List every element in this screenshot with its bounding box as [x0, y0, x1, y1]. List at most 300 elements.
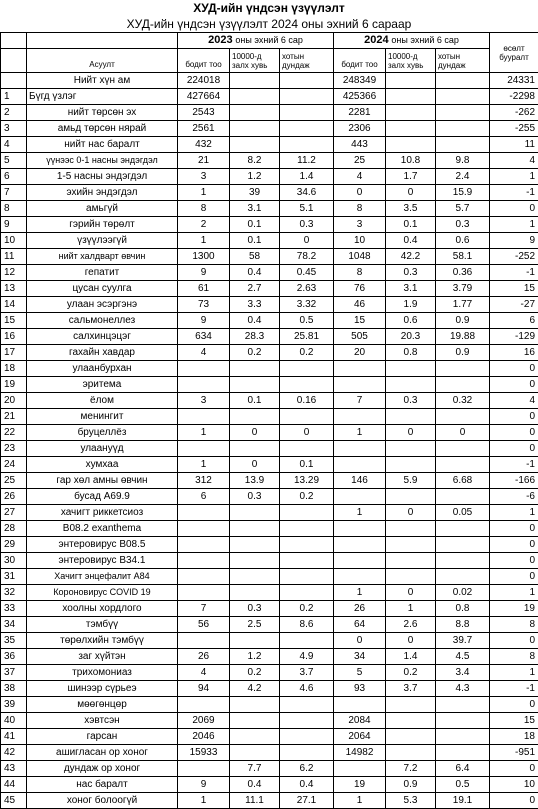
row-index: 21 [1, 409, 27, 425]
count-2024: 34 [334, 649, 386, 665]
rate-2023: 7.7 [230, 761, 280, 777]
city-avg-2023 [280, 73, 334, 89]
count-2023 [178, 521, 230, 537]
row-name: энтеровирус B34.1 [27, 553, 178, 569]
rate-2023 [230, 697, 280, 713]
city-avg-2024 [436, 697, 490, 713]
row-name: Хачигт энцефалит A84 [27, 569, 178, 585]
count-2023: 3 [178, 393, 230, 409]
count-2023: 1 [178, 793, 230, 809]
table-row [1, 409, 538, 425]
table-row [1, 777, 538, 793]
change: 0 [490, 761, 538, 777]
row-name: Нийт хүн ам [27, 73, 178, 89]
city-avg-2023 [280, 633, 334, 649]
row-name: ашигласан ор хоног [27, 745, 178, 761]
count-2024 [334, 441, 386, 457]
change: 1 [490, 169, 538, 185]
change: -1 [490, 185, 538, 201]
city-avg-2024 [436, 105, 490, 121]
rate-2024: 0.8 [386, 345, 436, 361]
header-blank [1, 33, 27, 49]
change: -951 [490, 745, 538, 761]
row-name: ёлом [27, 393, 178, 409]
change: 0 [490, 537, 538, 553]
rate-2023: 0 [230, 425, 280, 441]
row-index: 31 [1, 569, 27, 585]
row-index: 9 [1, 217, 27, 233]
change: 9 [490, 233, 538, 249]
row-index: 4 [1, 137, 27, 153]
row-index: 34 [1, 617, 27, 633]
change: 0 [490, 441, 538, 457]
rate-2023: 2.7 [230, 281, 280, 297]
count-2024: 7 [334, 393, 386, 409]
change: 1 [490, 505, 538, 521]
row-index: 8 [1, 201, 27, 217]
city-avg-2023 [280, 729, 334, 745]
rate-2024: 0.1 [386, 217, 436, 233]
table-row [1, 585, 538, 601]
city-avg-2024 [436, 745, 490, 761]
count-2024: 505 [334, 329, 386, 345]
count-2024: 4 [334, 169, 386, 185]
header-city-2024: хотын дундаж [436, 49, 490, 73]
rate-2024 [386, 457, 436, 473]
count-2023: 432 [178, 137, 230, 153]
row-index: 16 [1, 329, 27, 345]
table-row [1, 73, 538, 89]
rate-2023 [230, 409, 280, 425]
city-avg-2023 [280, 713, 334, 729]
city-avg-2024 [436, 409, 490, 425]
table-row [1, 521, 538, 537]
city-avg-2023 [280, 441, 334, 457]
rate-2024: 0 [386, 425, 436, 441]
row-name: амьд төрсөн нярай [27, 121, 178, 137]
header-2023: 2023 оны эхний 6 сар [178, 33, 334, 49]
header-row-columns [1, 49, 538, 73]
city-avg-2023: 27.1 [280, 793, 334, 809]
table-row [1, 473, 538, 489]
rate-2024: 20.3 [386, 329, 436, 345]
change: 1 [490, 217, 538, 233]
change: 4 [490, 153, 538, 169]
table-row [1, 169, 538, 185]
rate-2023: 4.2 [230, 681, 280, 697]
count-2023: 1 [178, 233, 230, 249]
header-diff: өсөлт бууралт [490, 33, 538, 73]
rate-2024: 7.2 [386, 761, 436, 777]
table-row [1, 393, 538, 409]
count-2023: 26 [178, 649, 230, 665]
row-name: хачигт риккетсиоз [27, 505, 178, 521]
table-row [1, 137, 538, 153]
table-row [1, 361, 538, 377]
rate-2023: 0.1 [230, 217, 280, 233]
rate-2024: 0.6 [386, 313, 436, 329]
table-row [1, 105, 538, 121]
rate-2023 [230, 377, 280, 393]
row-name: хумхаа [27, 457, 178, 473]
rate-2023: 0.1 [230, 233, 280, 249]
change: -27 [490, 297, 538, 313]
count-2023 [178, 761, 230, 777]
change: 16 [490, 345, 538, 361]
count-2023: 9 [178, 265, 230, 281]
city-avg-2024: 4.5 [436, 649, 490, 665]
city-avg-2023: 0.2 [280, 601, 334, 617]
rate-2023: 1.2 [230, 649, 280, 665]
city-avg-2024: 1.77 [436, 297, 490, 313]
count-2024: 25 [334, 153, 386, 169]
city-avg-2023: 0.4 [280, 777, 334, 793]
count-2024 [334, 489, 386, 505]
rate-2023: 0.4 [230, 777, 280, 793]
row-name: B08.2 exanthema [27, 521, 178, 537]
row-name: хэвтсэн [27, 713, 178, 729]
change: -1 [490, 265, 538, 281]
rate-2024: 2.6 [386, 617, 436, 633]
rate-2023: 0.4 [230, 313, 280, 329]
count-2023: 73 [178, 297, 230, 313]
rate-2023: 0 [230, 457, 280, 473]
count-2023: 2561 [178, 121, 230, 137]
rate-2023 [230, 89, 280, 105]
rate-2024: 0.9 [386, 777, 436, 793]
rate-2023: 0.4 [230, 265, 280, 281]
city-avg-2023 [280, 361, 334, 377]
rate-2024 [386, 697, 436, 713]
table-row [1, 345, 538, 361]
table-row [1, 185, 538, 201]
rate-2023 [230, 121, 280, 137]
header-city-2023: хотын дундаж [280, 49, 334, 73]
row-name: нийт нас баралт [27, 137, 178, 153]
row-name: гэрийн төрөлт [27, 217, 178, 233]
count-2024 [334, 697, 386, 713]
count-2024: 93 [334, 681, 386, 697]
count-2024: 1 [334, 425, 386, 441]
row-name: улаан эсэргэнэ [27, 297, 178, 313]
count-2023: 8 [178, 201, 230, 217]
city-avg-2024 [436, 569, 490, 585]
city-avg-2024: 0.9 [436, 313, 490, 329]
table-row [1, 505, 538, 521]
count-2024 [334, 361, 386, 377]
city-avg-2023: 0 [280, 233, 334, 249]
city-avg-2024: 0.36 [436, 265, 490, 281]
row-name: трихомониаз [27, 665, 178, 681]
count-2023: 6 [178, 489, 230, 505]
table-row [1, 201, 538, 217]
count-2024: 0 [334, 633, 386, 649]
rate-2024: 3.1 [386, 281, 436, 297]
rate-2023 [230, 505, 280, 521]
city-avg-2024: 0.8 [436, 601, 490, 617]
row-index: 42 [1, 745, 27, 761]
count-2023: 2 [178, 217, 230, 233]
city-avg-2023: 6.2 [280, 761, 334, 777]
rate-2024 [386, 729, 436, 745]
table-row [1, 153, 538, 169]
city-avg-2024 [436, 537, 490, 553]
count-2023: 312 [178, 473, 230, 489]
rate-2023 [230, 713, 280, 729]
change: 1 [490, 665, 538, 681]
table-row [1, 489, 538, 505]
rate-2023 [230, 537, 280, 553]
table-row [1, 665, 538, 681]
row-name: дундаж ор хоног [27, 761, 178, 777]
row-index: 7 [1, 185, 27, 201]
rate-2024 [386, 361, 436, 377]
count-2023 [178, 361, 230, 377]
row-name: салхинцэцэг [27, 329, 178, 345]
row-index: 32 [1, 585, 27, 601]
change: -166 [490, 473, 538, 489]
rate-2024: 5.9 [386, 473, 436, 489]
city-avg-2024 [436, 137, 490, 153]
rate-2023: 11.1 [230, 793, 280, 809]
header-rate-2024: 10000-д залх хувь [386, 49, 436, 73]
table-row [1, 601, 538, 617]
city-avg-2023 [280, 745, 334, 761]
city-avg-2023: 4.9 [280, 649, 334, 665]
row-name: гар хөл амны өвчин [27, 473, 178, 489]
change: 6 [490, 313, 538, 329]
change: -6 [490, 489, 538, 505]
count-2023 [178, 377, 230, 393]
rate-2024 [386, 713, 436, 729]
count-2024 [334, 521, 386, 537]
count-2023: 4 [178, 345, 230, 361]
row-index: 17 [1, 345, 27, 361]
table-row [1, 569, 538, 585]
change: 11 [490, 137, 538, 153]
change: -2298 [490, 89, 538, 105]
rate-2023: 39 [230, 185, 280, 201]
count-2023: 3 [178, 169, 230, 185]
count-2023: 224018 [178, 73, 230, 89]
row-index: 5 [1, 153, 27, 169]
row-index: 38 [1, 681, 27, 697]
rate-2023 [230, 361, 280, 377]
row-name: нас баралт [27, 777, 178, 793]
city-avg-2023: 13.29 [280, 473, 334, 489]
city-avg-2023: 0.3 [280, 217, 334, 233]
row-name: эритема [27, 377, 178, 393]
count-2023: 7 [178, 601, 230, 617]
row-index: 25 [1, 473, 27, 489]
table-row [1, 649, 538, 665]
city-avg-2024 [436, 729, 490, 745]
row-name: хоолны хордлого [27, 601, 178, 617]
count-2024: 5 [334, 665, 386, 681]
rate-2024: 10.8 [386, 153, 436, 169]
city-avg-2023: 0.2 [280, 345, 334, 361]
city-avg-2024 [436, 457, 490, 473]
table-row [1, 217, 538, 233]
count-2023: 634 [178, 329, 230, 345]
count-2023: 2543 [178, 105, 230, 121]
change: 18 [490, 729, 538, 745]
count-2024: 8 [334, 201, 386, 217]
city-avg-2023: 3.7 [280, 665, 334, 681]
city-avg-2024 [436, 553, 490, 569]
city-avg-2024: 6.4 [436, 761, 490, 777]
row-index: 26 [1, 489, 27, 505]
table-row [1, 265, 538, 281]
header-count-2024: бодит тоо [334, 49, 386, 73]
change: -255 [490, 121, 538, 137]
city-avg-2024: 58.1 [436, 249, 490, 265]
rate-2023 [230, 729, 280, 745]
city-avg-2024 [436, 441, 490, 457]
row-index: 44 [1, 777, 27, 793]
count-2024 [334, 761, 386, 777]
rate-2024 [386, 441, 436, 457]
count-2024: 2084 [334, 713, 386, 729]
city-avg-2024: 3.79 [436, 281, 490, 297]
count-2024: 20 [334, 345, 386, 361]
city-avg-2024: 6.68 [436, 473, 490, 489]
city-avg-2023: 0.5 [280, 313, 334, 329]
row-index: 23 [1, 441, 27, 457]
city-avg-2023: 0 [280, 425, 334, 441]
rate-2023 [230, 441, 280, 457]
count-2023: 21 [178, 153, 230, 169]
row-index: 22 [1, 425, 27, 441]
table-row [1, 297, 538, 313]
rate-2024: 3.5 [386, 201, 436, 217]
row-index: 2 [1, 105, 27, 121]
count-2024: 1048 [334, 249, 386, 265]
rate-2024 [386, 553, 436, 569]
rate-2024: 1 [386, 601, 436, 617]
table-row [1, 697, 538, 713]
row-index: 24 [1, 457, 27, 473]
change: 1 [490, 585, 538, 601]
rate-2024 [386, 73, 436, 89]
city-avg-2024: 19.1 [436, 793, 490, 809]
rate-2023 [230, 105, 280, 121]
page-subtitle: ХУД-ийн үндсэн үзүүлэлт 2024 оны эхний 6 сараар [0, 16, 538, 32]
city-avg-2024: 39.7 [436, 633, 490, 649]
rate-2023 [230, 585, 280, 601]
row-name: гарсан [27, 729, 178, 745]
row-name: энтеровирус B08.5 [27, 537, 178, 553]
rate-2023 [230, 553, 280, 569]
count-2023: 1300 [178, 249, 230, 265]
row-index: 40 [1, 713, 27, 729]
row-index: 19 [1, 377, 27, 393]
row-index: 39 [1, 697, 27, 713]
row-name: заг хүйтэн [27, 649, 178, 665]
change: 24331 [490, 73, 538, 89]
table-row [1, 537, 538, 553]
row-name: үзүүлээгүй [27, 233, 178, 249]
change: 15 [490, 281, 538, 297]
city-avg-2023 [280, 105, 334, 121]
row-index: 45 [1, 793, 27, 809]
row-index: 28 [1, 521, 27, 537]
change: 0 [490, 425, 538, 441]
change: 0 [490, 697, 538, 713]
city-avg-2023: 4.6 [280, 681, 334, 697]
rate-2023: 13.9 [230, 473, 280, 489]
table-row [1, 233, 538, 249]
city-avg-2024: 4.3 [436, 681, 490, 697]
count-2023 [178, 633, 230, 649]
rate-2024: 0 [386, 585, 436, 601]
table-row [1, 441, 538, 457]
rate-2024: 0 [386, 505, 436, 521]
count-2023 [178, 505, 230, 521]
rate-2023 [230, 73, 280, 89]
city-avg-2024 [436, 73, 490, 89]
count-2024 [334, 553, 386, 569]
city-avg-2023 [280, 505, 334, 521]
table-row [1, 121, 538, 137]
city-avg-2024: 0.3 [436, 217, 490, 233]
table-row [1, 377, 538, 393]
row-name: үүнээс 0-1 насны эндэгдэл [27, 153, 178, 169]
count-2023: 2046 [178, 729, 230, 745]
table-row [1, 457, 538, 473]
city-avg-2023 [280, 553, 334, 569]
rate-2024: 0.2 [386, 665, 436, 681]
count-2024 [334, 409, 386, 425]
rate-2023 [230, 745, 280, 761]
rate-2024: 0.3 [386, 393, 436, 409]
table-row [1, 745, 538, 761]
city-avg-2023: 0.16 [280, 393, 334, 409]
city-avg-2024: 0.6 [436, 233, 490, 249]
change: 0 [490, 521, 538, 537]
table-row [1, 249, 538, 265]
city-avg-2024 [436, 489, 490, 505]
city-avg-2023: 78.2 [280, 249, 334, 265]
count-2024: 10 [334, 233, 386, 249]
city-avg-2024: 0.5 [436, 777, 490, 793]
count-2023 [178, 409, 230, 425]
count-2023: 56 [178, 617, 230, 633]
count-2024: 76 [334, 281, 386, 297]
row-index: 27 [1, 505, 27, 521]
count-2023: 427664 [178, 89, 230, 105]
count-2024: 1 [334, 793, 386, 809]
city-avg-2023: 2.63 [280, 281, 334, 297]
rate-2024: 0.4 [386, 233, 436, 249]
rate-2023 [230, 633, 280, 649]
rate-2024: 0.3 [386, 265, 436, 281]
table-row [1, 633, 538, 649]
count-2023 [178, 537, 230, 553]
change: -129 [490, 329, 538, 345]
row-index [1, 73, 27, 89]
count-2024: 19 [334, 777, 386, 793]
rate-2024 [386, 89, 436, 105]
rate-2024 [386, 377, 436, 393]
header-row-years [1, 33, 538, 49]
change: -1 [490, 681, 538, 697]
city-avg-2023: 34.6 [280, 185, 334, 201]
rate-2023: 0.3 [230, 601, 280, 617]
rate-2024 [386, 537, 436, 553]
table-row [1, 761, 538, 777]
row-name: гепатит [27, 265, 178, 281]
